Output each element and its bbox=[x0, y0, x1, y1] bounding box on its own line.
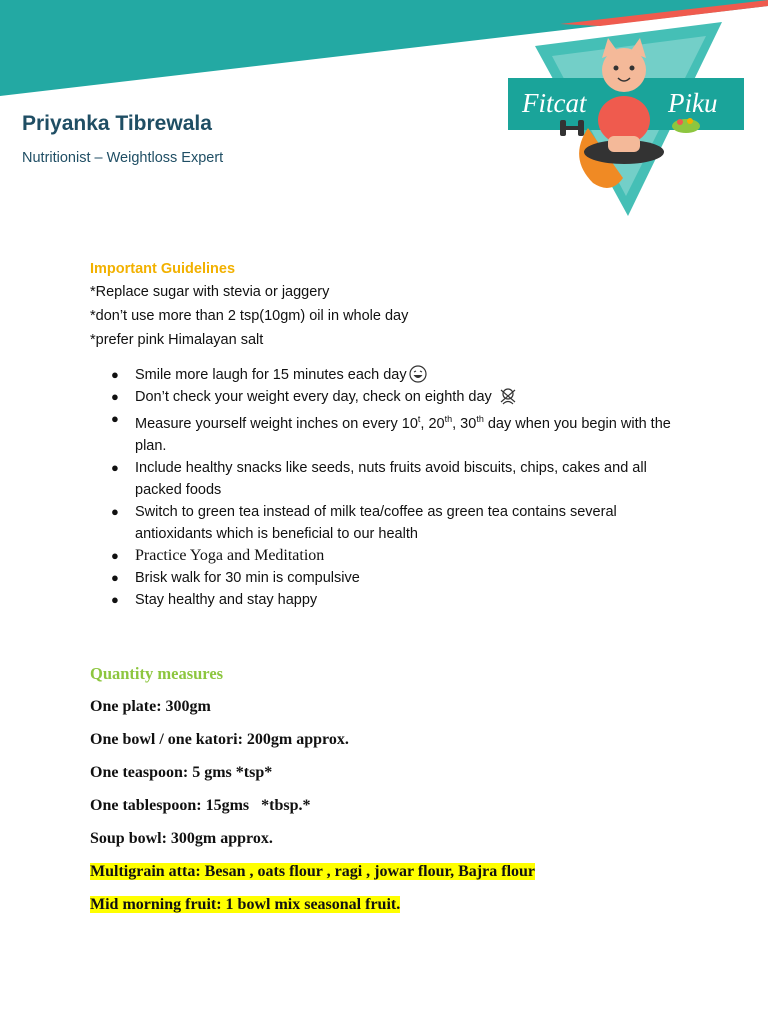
measure-item: One tablespoon: 15gms *tbsp.* bbox=[90, 797, 311, 814]
bullet-text: day when you begin with the plan. bbox=[135, 415, 671, 454]
author-title: Nutritionist – Weightloss Expert bbox=[22, 150, 224, 166]
bullet-text: Practice Yoga and Meditation bbox=[135, 546, 325, 564]
superscript: th bbox=[476, 414, 484, 424]
highlighted-measure-item bbox=[90, 894, 730, 916]
measure-item: One teaspoon: 5 gms *tsp* bbox=[90, 764, 273, 781]
highlighted-text: Mid morning fruit: 1 bowl mix seasonal fruit. bbox=[90, 896, 401, 913]
bullet-item bbox=[90, 589, 690, 611]
quantity-section bbox=[90, 664, 730, 927]
author-name: Priyanka Tibrewala bbox=[22, 112, 212, 135]
bullet-text: , 20 bbox=[420, 415, 445, 432]
superscript: th bbox=[444, 414, 453, 424]
measure-item: One plate: 300gm bbox=[90, 698, 211, 715]
bullet-item bbox=[90, 408, 690, 457]
guidelines-heading: Important Guidelines bbox=[90, 261, 236, 277]
bullet-item bbox=[90, 567, 690, 589]
fitcat-piku-logo bbox=[500, 18, 750, 223]
bullet-text: Measure yourself weight inches on every 10 bbox=[135, 415, 418, 432]
bullet-item bbox=[90, 545, 690, 567]
person-gesturing-no-icon bbox=[498, 387, 518, 405]
logo-text-left: Fitcat bbox=[522, 88, 587, 118]
guideline-note: *Replace sugar with stevia or jaggery bbox=[90, 284, 330, 300]
bullet-text: Don’t check your weight every day, check on eighth day bbox=[135, 389, 492, 405]
guidelines-section bbox=[90, 258, 690, 611]
highlighted-measure-item bbox=[90, 861, 730, 883]
bullet-item bbox=[90, 386, 690, 408]
bullet-text: Include healthy snacks like seeds, nuts fruits avoid biscuits, chips, cakes and all packed foods bbox=[135, 459, 647, 498]
superscript: t bbox=[417, 414, 421, 424]
logo-text-right: Piku bbox=[668, 88, 718, 118]
quantity-heading: Quantity measures bbox=[90, 664, 224, 683]
bullet-item bbox=[90, 364, 690, 386]
laughing-face-icon bbox=[409, 365, 427, 383]
highlighted-text: Multigrain atta: Besan , oats flour , ragi , jowar flour, Bajra flour bbox=[90, 863, 536, 880]
measure-item: Soup bowl: 300gm approx. bbox=[90, 830, 273, 847]
bullet-item bbox=[90, 501, 690, 545]
bullet-text: Stay healthy and stay happy bbox=[135, 591, 318, 608]
guideline-note: *prefer pink Himalayan salt bbox=[90, 332, 264, 348]
guideline-bullets bbox=[90, 364, 690, 611]
bullet-text: Brisk walk for 30 min is compulsive bbox=[135, 569, 360, 586]
bullet-item bbox=[90, 457, 690, 501]
guideline-note: *don’t use more than 2 tsp(10gm) oil in whole day bbox=[90, 308, 409, 324]
bullet-text: Smile more laugh for 15 minutes each day bbox=[135, 367, 407, 383]
bullet-text: Switch to green tea instead of milk tea/coffee as green tea contains several antioxidants which is beneficial to our health bbox=[135, 503, 617, 542]
bullet-text: , 30 bbox=[452, 415, 477, 432]
measure-item: One bowl / one katori: 200gm approx. bbox=[90, 731, 349, 748]
